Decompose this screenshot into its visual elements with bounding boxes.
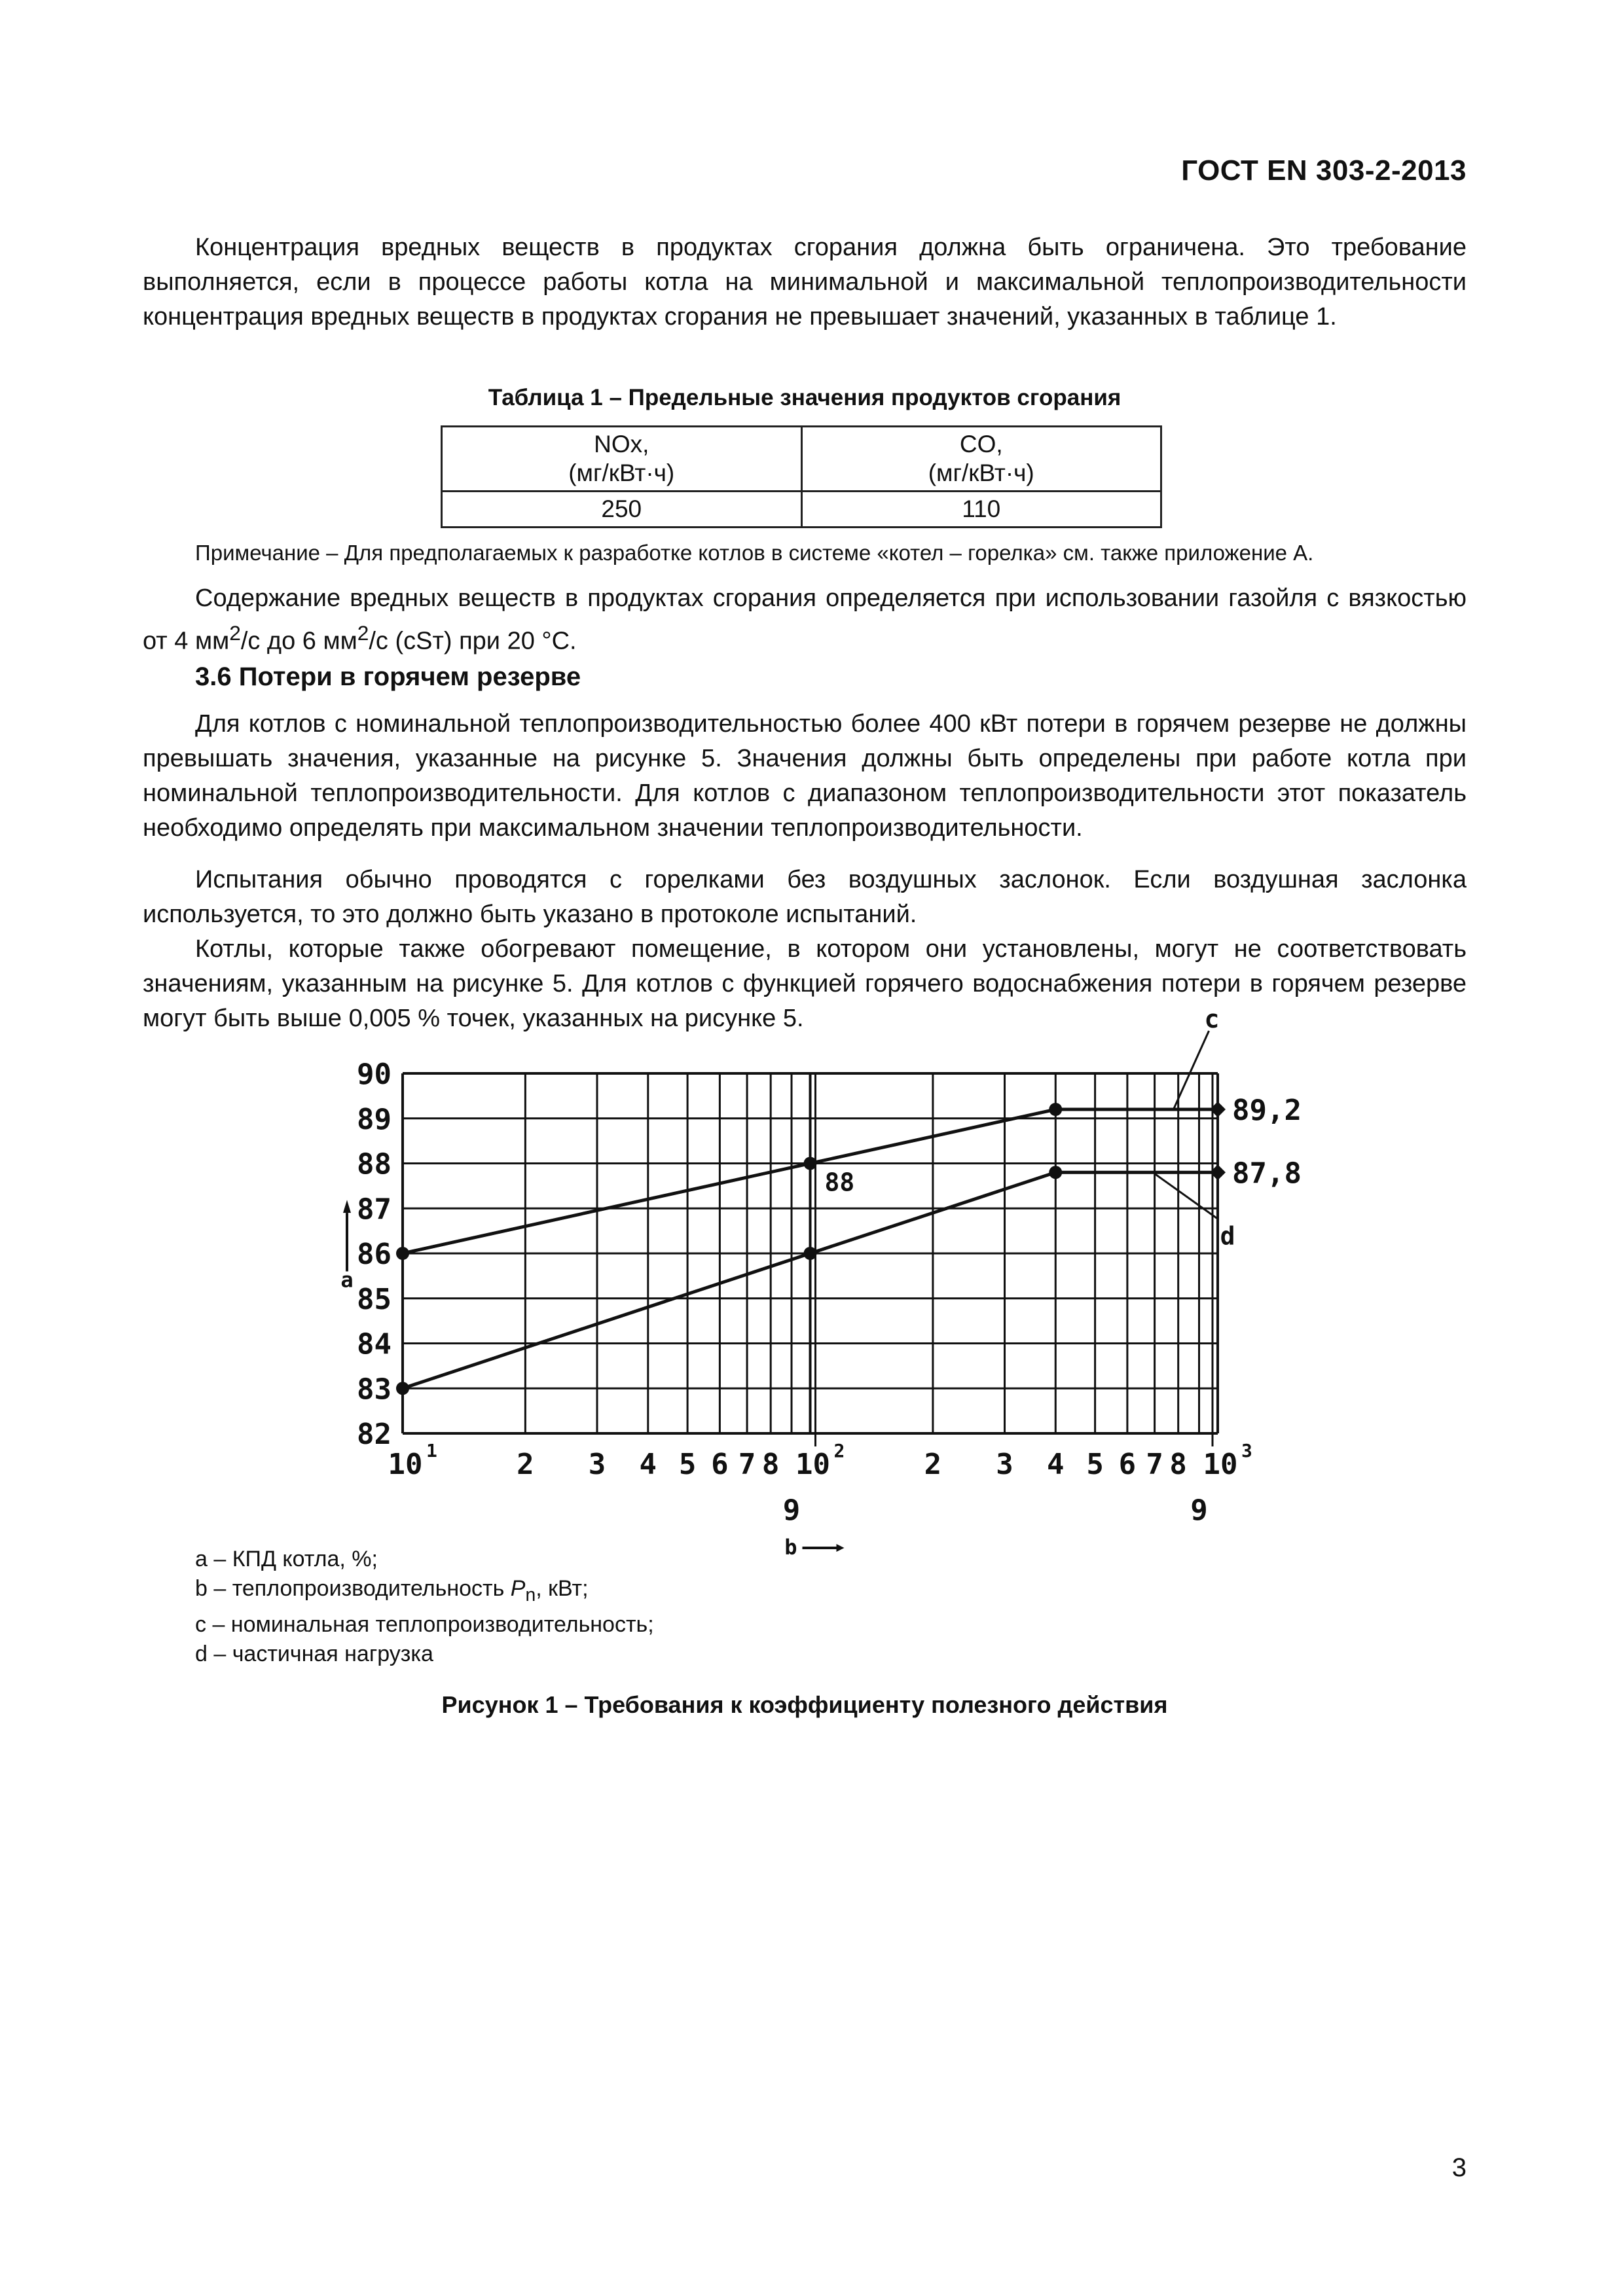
content-text-2: /с до 6 мм: [240, 627, 357, 655]
x-minor-label: 2: [924, 1448, 942, 1481]
legend-c: с – номинальная теплопроизводительность;: [195, 1611, 654, 1637]
y-axis-arrow-head: [343, 1200, 351, 1213]
series-point: [804, 1157, 817, 1170]
nox-header: NOx,: [594, 431, 649, 457]
y-tick-label: 87: [357, 1193, 392, 1227]
x-major-exp: 3: [1241, 1440, 1252, 1462]
x-axis-arrow-head: [837, 1544, 845, 1552]
x-major-label: 10: [1203, 1448, 1238, 1481]
limits-table: [441, 425, 1162, 528]
x-minor-label: 5: [1086, 1448, 1104, 1481]
legend-b-var: P: [510, 1576, 526, 1601]
content-text-3: /с (cSт) при 20 °С.: [369, 627, 577, 655]
series-end-label: 89,2: [1232, 1094, 1302, 1127]
figure-caption: Рисунок 1 – Требования к коэффициенту полезного действия: [441, 1691, 1168, 1718]
series-point: [396, 1382, 409, 1395]
legend-b-text: b – теплопроизводительность: [195, 1576, 511, 1601]
co-value: 110: [801, 492, 1161, 528]
x-major-exp: 2: [833, 1440, 845, 1462]
co-header-cell: [801, 427, 1161, 492]
section-paragraph-3: Котлы, которые также обогревают помещение, в котором они установлены, могут не соответствовать значениям, указанным на рисунке 5. Для котлов с функцией горячего водоснабжения потери в горячем резерве могут быть выше 0,005 % точек, указанных на рисунке 5.: [143, 935, 1467, 1032]
content-paragraph: [143, 581, 1467, 659]
section-paragraph-2: Испытания обычно проводятся с горелками без воздушных заслонок. Если воздушная заслонка используется, то это должно быть указано в протоколе испытаний.: [143, 866, 1467, 928]
series-point: [1049, 1103, 1062, 1116]
x-nine-label: 9: [1190, 1494, 1208, 1527]
y-tick-label: 86: [357, 1238, 392, 1271]
document-header: ГОСТ EN 303-2-2013: [1181, 154, 1467, 187]
series-mid-label: 88: [824, 1168, 855, 1197]
x-minor-label: 6: [1118, 1448, 1137, 1481]
series-end-label: 87,8: [1232, 1157, 1302, 1191]
figure-legend: [195, 1545, 654, 1669]
x-minor-label: 4: [639, 1448, 657, 1481]
superscript-1: 2: [229, 621, 241, 645]
nox-value: 250: [442, 492, 802, 528]
superscript-2: 2: [357, 621, 369, 645]
y-tick-label: 84: [357, 1327, 392, 1361]
page-number: 3: [1451, 2153, 1467, 2182]
x-minor-label: 7: [1146, 1448, 1163, 1481]
annotation-d: d: [1220, 1221, 1235, 1251]
section-paragraph-1: Для котлов с номинальной теплопроизводительностью более 400 кВт потери в горячем резерве не должны превышать значения, указанные на рисунке 5. Значения должны быть определены при работе котла при номинальной теплопроизводительности. Для котлов с диапазоном теплопроизводительности этот показатель необходимо определять при максимальном значении теплопроизводительности.: [143, 710, 1467, 842]
table-header-row: [442, 427, 1161, 492]
x-minor-label: 8: [1169, 1448, 1187, 1481]
x-axis-label: b: [784, 1535, 797, 1560]
x-major-label: 10: [795, 1448, 830, 1481]
legend-b-unit: , кВт;: [536, 1576, 589, 1601]
table-note: Примечание – Для предполагаемых к разработке котлов в системе «котел – горелка» см. также приложение А.: [195, 541, 1314, 565]
series-point: [804, 1247, 817, 1260]
x-minor-label: 6: [711, 1448, 729, 1481]
y-tick-label: 89: [357, 1102, 392, 1136]
x-minor-label: 5: [678, 1448, 697, 1481]
co-header: CO,: [959, 431, 1003, 457]
section-heading: 3.6 Потери в горячем резерве: [195, 662, 581, 691]
efficiency-chart: [340, 1005, 1322, 1560]
y-tick-label: 90: [357, 1058, 392, 1091]
annotation-c: c: [1204, 1005, 1220, 1033]
nox-header-cell: [442, 427, 802, 492]
content-text-1: Содержание вредных веществ в продуктах сгорания определяется при использовании газойля с вязкостью от 4 мм: [143, 584, 1467, 655]
x-minor-label: 2: [517, 1448, 534, 1481]
annotation-d-leader: [1155, 1174, 1217, 1218]
y-tick-label: 88: [357, 1147, 392, 1181]
x-major-exp: 1: [426, 1440, 437, 1462]
chart-labels: [340, 1005, 1302, 1560]
legend-d: d – частичная нагрузка: [195, 1641, 433, 1666]
x-major-label: 10: [388, 1448, 423, 1481]
legend-b: [195, 1574, 654, 1610]
co-unit: (мг/кВт·ч): [928, 459, 1034, 486]
x-nine-label: 9: [782, 1494, 801, 1527]
legend-b-sub: n: [525, 1584, 536, 1605]
x-minor-label: 8: [761, 1448, 780, 1481]
intro-paragraph: Концентрация вредных веществ в продуктах сгорания должна быть ограничена. Это требование выполняется, если в процессе работы котла на минимальной и максимальной теплопроизводительности концентрация вредных веществ в продуктах сгорания не превышает значений, указанных в таблице 1.: [143, 234, 1467, 331]
nox-unit: (мг/кВт·ч): [568, 459, 675, 486]
y-tick-label: 83: [357, 1372, 392, 1407]
y-tick-label: 85: [357, 1282, 392, 1316]
annotation-c-leader: [1173, 1031, 1209, 1111]
table-caption: Таблица 1 – Предельные значения продуктов сгорания: [488, 385, 1122, 410]
series-point: [396, 1247, 409, 1260]
table-value-row: [442, 492, 1161, 528]
x-minor-label: 3: [996, 1448, 1013, 1481]
x-minor-label: 3: [588, 1448, 606, 1481]
y-tick-label: 82: [357, 1418, 392, 1451]
series-point: [1049, 1166, 1062, 1179]
x-minor-label: 4: [1047, 1448, 1065, 1481]
legend-a: а – КПД котла, %;: [195, 1547, 378, 1571]
x-minor-label: 7: [738, 1448, 756, 1481]
y-axis-label: a: [340, 1267, 354, 1293]
